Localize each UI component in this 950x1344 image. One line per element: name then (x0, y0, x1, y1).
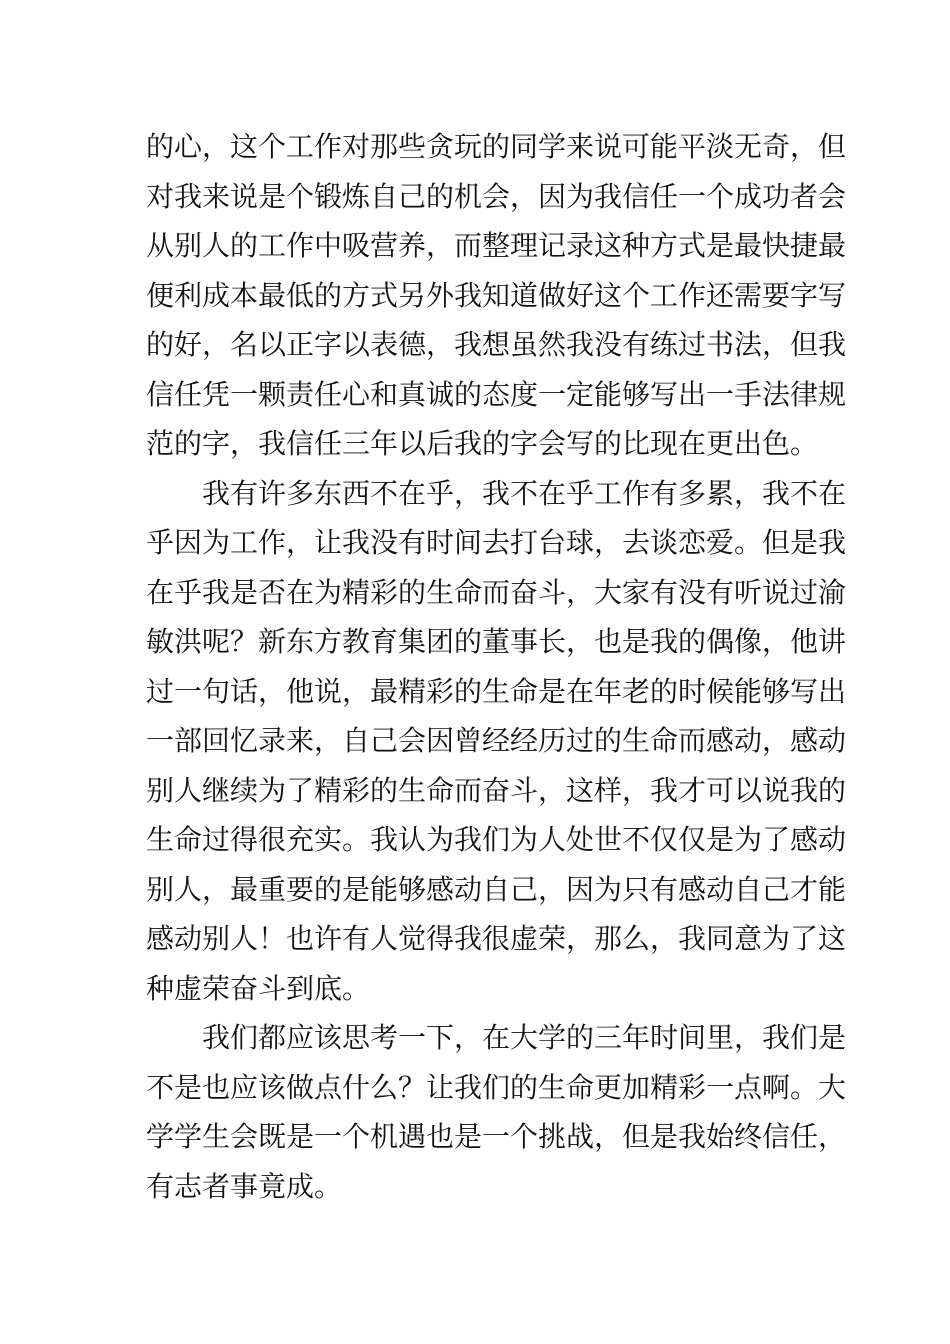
text-line: 有志者事竟成。 (146, 1169, 343, 1203)
text-line: 学学生会既是一个机遇也是一个挑战，但是我始终信任， (146, 1120, 847, 1153)
text-line: 不是也应该做点什么？让我们的生命更加精彩一点啊。大 (146, 1070, 847, 1104)
text-line: 别人继续为了精彩的生命而奋斗，这样，我才可以说我的 (146, 773, 847, 807)
text-line: 感动别人！也许有人觉得我很虚荣，那么，我同意为了这 (146, 922, 847, 955)
text-line: 的心，这个工作对那些贪玩的同学来说可能平淡无奇，但 (146, 130, 847, 163)
paragraph-first-line: 我们都应该思考一下，在大学的三年时间里，我们是 (202, 1021, 847, 1054)
text-line: 信任凭一颗责任心和真诚的态度一定能够写出一手法律规 (146, 377, 847, 411)
text-line: 过一句话，他说，最精彩的生命是在年老的时候能够写出 (146, 674, 847, 708)
text-line: 从别人的工作中吸营养，而整理记录这种方式是最快捷最 (146, 229, 847, 262)
text-line: 乎因为工作，让我没有时间去打台球，去谈恋爱。但是我 (146, 526, 847, 559)
text-line: 范的字，我信任三年以后我的字会写的比现在更出色。 (146, 427, 819, 460)
text-line: 敏洪呢？新东方教育集团的董事长，也是我的偶像，他讲 (146, 625, 847, 658)
text-line: 对我来说是个锻炼自己的机会，因为我信任一个成功者会 (146, 179, 847, 213)
text-line: 别人，最重要的是能够感动自己，因为只有感动自己才能 (146, 872, 847, 906)
text-line: 种虚荣奋斗到底。 (146, 971, 371, 1005)
document-body (146, 122, 847, 1211)
text-line: 一部回忆录来，自己会因曾经经历过的生命而感动，感动 (146, 724, 847, 757)
text-line: 生命过得很充实。我认为我们为人处世不仅仅是为了感动 (146, 823, 847, 856)
text-line: 便利成本最低的方式另外我知道做好这个工作还需要字写 (146, 278, 847, 312)
text-line: 的好，名以正字以表德，我想虽然我没有练过书法，但我 (146, 328, 847, 361)
text-line: 在乎我是否在为精彩的生命而奋斗，大家有没有听说过渝 (146, 575, 847, 609)
paragraph-first-line: 我有许多东西不在乎，我不在乎工作有多累，我不在 (202, 476, 847, 510)
